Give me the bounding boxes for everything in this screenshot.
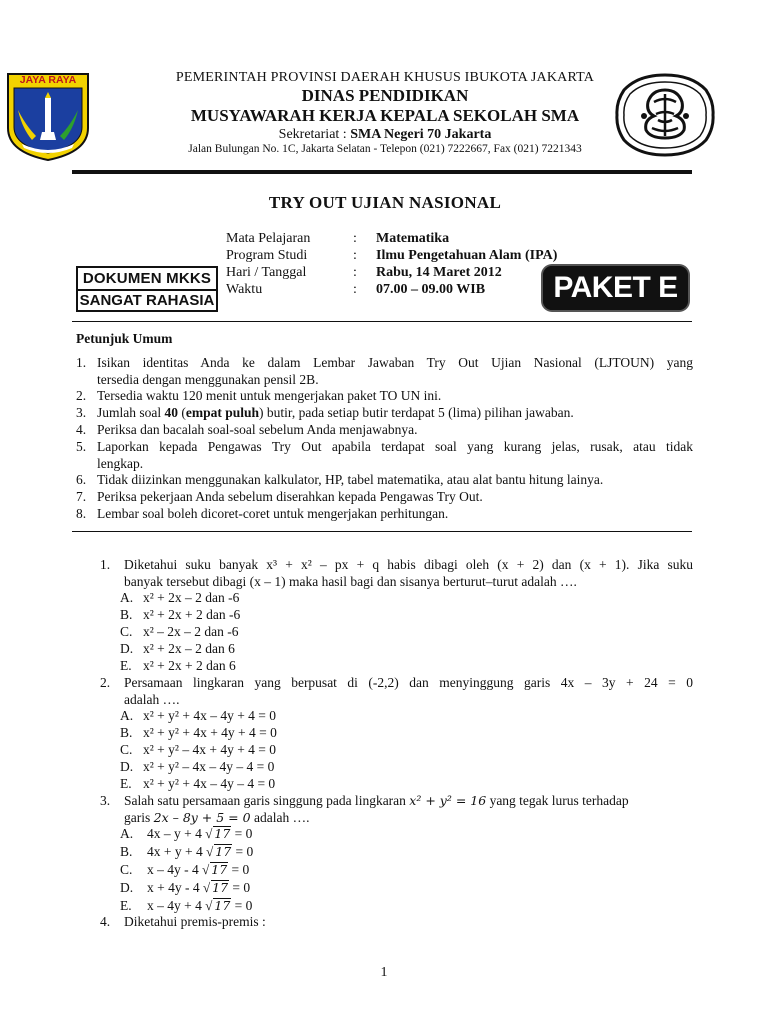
- option-eq: = 0: [231, 898, 253, 913]
- option-letter: C.: [120, 742, 133, 757]
- sqrt-radicand: 17: [214, 826, 231, 841]
- instruction-number: 1.: [76, 355, 87, 370]
- question-stem-cont: [124, 810, 309, 827]
- question-number: 3.: [100, 793, 111, 808]
- instruction-text: [97, 405, 574, 422]
- sqrt-radicand: 17: [211, 862, 228, 877]
- option-text: [147, 898, 252, 915]
- option-text: x² + 2x + 2 dan -6: [143, 607, 241, 622]
- instruction-item: [76, 405, 696, 422]
- option-letter: B.: [120, 844, 133, 859]
- instruction-number: 7.: [76, 489, 87, 504]
- option-letter: E.: [120, 898, 132, 913]
- stamp-line-2: SANGAT RAHASIA: [79, 292, 215, 309]
- question-number: 2.: [100, 675, 111, 690]
- option-text: [147, 880, 250, 897]
- answer-option[interactable]: [0, 708, 768, 725]
- info-key: Program Studi: [226, 248, 308, 263]
- exam-title: TRY OUT UJIAN NASIONAL: [268, 193, 502, 212]
- info-sep: :: [353, 248, 357, 263]
- instruction-number: 2.: [76, 388, 87, 403]
- page-number: 1: [380, 965, 388, 980]
- option-expr: 4x + y + 4: [147, 844, 207, 859]
- instruction-text-cont: tersedia dengan menggunakan pensil 2B.: [97, 371, 319, 387]
- question-1: [0, 557, 768, 591]
- header-department: DINAS PENDIDIKAN: [301, 86, 469, 105]
- question-number: 4.: [100, 914, 111, 929]
- answer-option[interactable]: [0, 641, 768, 658]
- info-value: Ilmu Pengetahuan Alam (IPA): [376, 248, 558, 263]
- instruction-item: [76, 489, 696, 506]
- instruction-item: [76, 439, 696, 473]
- option-letter: B.: [120, 725, 133, 740]
- answer-option[interactable]: [0, 607, 768, 624]
- instruction-text: Periksa pekerjaan Anda sebelum diserahkan kepada Pengawas Try Out.: [97, 489, 483, 504]
- instruction-text-mid: (: [178, 405, 186, 420]
- question-stem-cont: adalah ….: [124, 691, 180, 707]
- instruction-text: Periksa dan bacalah soal-soal sebelum Anda menjawabnya.: [97, 422, 418, 437]
- instruction-item: [76, 355, 696, 389]
- info-value: Matematika: [376, 231, 450, 246]
- question-stem: Persamaan lingkaran yang berpusat di (-2,2) dan menyinggung garis 4x – 3y + 24 = 0: [124, 675, 693, 690]
- option-text: x² + y² + 4x – 4y + 4 = 0: [143, 708, 277, 723]
- instruction-text-pre: Jumlah soal: [97, 405, 165, 420]
- option-text: [147, 826, 252, 843]
- question-2: [0, 675, 768, 709]
- stamp-line-1: DOKUMEN MKKS: [78, 268, 216, 291]
- question-count-words: empat puluh: [185, 405, 260, 420]
- sqrt-icon: √: [202, 880, 211, 895]
- option-letter: D.: [120, 641, 134, 656]
- instruction-text-post: ) butir, pada setiap butir terdapat 5 (lima) pilihan jawaban.: [259, 405, 574, 420]
- instruction-text-cont: lengkap.: [97, 455, 144, 471]
- option-letter: D.: [120, 880, 134, 895]
- option-eq: = 0: [232, 844, 254, 859]
- option-letter: A.: [120, 590, 134, 605]
- header-government: PEMERINTAH PROVINSI DAERAH KHUSUS IBUKOTA JAKARTA: [175, 70, 595, 85]
- secretariat-label: Sekretariat :: [278, 127, 351, 142]
- option-expr: 4x – y + 4: [147, 826, 206, 841]
- question-stem: Diketahui premis-premis :: [124, 914, 266, 929]
- info-row-subject: [0, 231, 768, 249]
- answer-option[interactable]: [0, 880, 768, 897]
- option-text: [147, 862, 249, 879]
- option-letter: C.: [120, 624, 133, 639]
- instruction-number: 5.: [76, 439, 87, 454]
- question-count: 40: [164, 405, 178, 420]
- answer-option[interactable]: [0, 658, 768, 675]
- option-text: [147, 844, 253, 861]
- sqrt-icon: √: [205, 826, 213, 841]
- instruction-number: 4.: [76, 422, 87, 437]
- stem-l2-post: adalah ….: [250, 809, 310, 825]
- option-text: x² + y² + 4x – 4y – 4 = 0: [143, 776, 276, 791]
- answer-option[interactable]: [0, 759, 768, 776]
- header-forum: MUSYAWARAH KERJA KEPALA SEKOLAH SMA: [190, 106, 580, 125]
- info-sep: :: [353, 231, 357, 246]
- instruction-number: 6.: [76, 472, 87, 487]
- option-text: x² + 2x – 2 dan 6: [143, 641, 235, 656]
- option-text: x² + 2x – 2 dan -6: [143, 590, 240, 605]
- option-text: x² + y² + 4x + 4y + 4 = 0: [143, 725, 277, 740]
- stem-post: yang tegak lurus terhadap: [486, 793, 629, 808]
- question-stem-cont: banyak tersebut dibagi (x – 1) maka hasil bagi dan sisanya berturut–turut adalah ….: [124, 573, 577, 589]
- instruction-number: 8.: [76, 506, 87, 521]
- info-key: Hari / Tanggal: [226, 265, 307, 280]
- option-expr: x + 4y - 4: [147, 880, 203, 895]
- option-letter: E.: [120, 776, 132, 791]
- instruction-item: [76, 506, 696, 523]
- sqrt-icon: √: [205, 898, 213, 913]
- option-eq: = 0: [228, 862, 250, 877]
- instruction-text: Laporkan kepada Pengawas Try Out apabila terdapat soal yang kurang jelas, rusak, atau tidak: [97, 439, 693, 454]
- info-value: Rabu, 14 Maret 2012: [376, 265, 502, 280]
- option-expr: x – 4y - 4: [147, 862, 203, 877]
- header-address: Jalan Bulungan No. 1C, Jakarta Selatan - Telepon (021) 7222667, Fax (021) 7221343: [188, 143, 582, 155]
- sqrt-icon: √: [206, 844, 214, 859]
- option-letter: A.: [120, 826, 134, 841]
- sqrt-icon: √: [202, 862, 210, 877]
- stem-l2-pre: garis: [124, 809, 154, 825]
- option-letter: C.: [120, 862, 133, 877]
- section-divider-top: [72, 321, 692, 322]
- circle-equation: x² + y² = 16: [409, 793, 487, 808]
- info-key: Mata Pelajaran: [226, 231, 311, 246]
- info-value: 07.00 – 09.00 WIB: [376, 282, 486, 297]
- info-sep: :: [353, 282, 357, 297]
- question-3: [0, 793, 768, 827]
- instruction-text: Lembar soal boleh dicoret-coret untuk mengerjakan perhitungan.: [97, 506, 449, 521]
- instructions-title: Petunjuk Umum: [76, 331, 173, 346]
- answer-option[interactable]: [0, 898, 768, 915]
- sqrt-radicand: 17: [215, 844, 232, 859]
- instruction-text: Isikan identitas Anda ke dalam Lembar Jawaban Try Out Ujian Nasional (LJTOUN) yang: [97, 355, 693, 370]
- stem-pre: Salah satu persamaan garis singgung pada lingkaran: [124, 793, 410, 808]
- info-row-program: [0, 248, 768, 266]
- option-letter: A.: [120, 708, 134, 723]
- instruction-item: [76, 388, 696, 405]
- answer-option[interactable]: [0, 826, 768, 843]
- option-letter: E.: [120, 658, 132, 673]
- sqrt-radicand: 17: [212, 880, 229, 895]
- instruction-text: Tidak diizinkan menggunakan kalkulator, HP, tabel matematika, atau alat bantu hitung lainya.: [97, 472, 604, 487]
- logo-left-text: JAYA RAYA: [19, 74, 77, 86]
- option-text: x² – 2x – 2 dan -6: [143, 624, 239, 639]
- option-eq: = 0: [231, 826, 253, 841]
- option-letter: D.: [120, 759, 134, 774]
- answer-option[interactable]: [0, 844, 768, 861]
- paket-badge: PAKET E: [543, 266, 688, 310]
- answer-option[interactable]: [0, 742, 768, 759]
- secretariat-school: SMA Negeri 70 Jakarta: [350, 127, 492, 142]
- answer-option[interactable]: [0, 776, 768, 793]
- question-number: 1.: [100, 557, 111, 572]
- question-stem: Diketahui suku banyak x³ + x² – px + q habis dibagi oleh (x + 2) dan (x + 1). Jika suku: [124, 557, 693, 572]
- sqrt-radicand: 17: [214, 898, 231, 913]
- header-divider: [72, 170, 692, 174]
- instruction-text: Tersedia waktu 120 menit untuk mengerjakan paket TO UN ini.: [97, 388, 442, 403]
- header-secretariat: [70, 127, 700, 143]
- confidential-stamp: [76, 266, 218, 312]
- question-stem: [124, 793, 629, 810]
- answer-option[interactable]: [0, 590, 768, 607]
- instruction-item: [76, 472, 696, 489]
- option-text: x² + y² – 4x + 4y + 4 = 0: [143, 742, 277, 757]
- option-expr: x – 4y + 4: [147, 898, 206, 913]
- option-letter: B.: [120, 607, 133, 622]
- answer-option[interactable]: [0, 624, 768, 641]
- section-divider-bottom: [72, 531, 692, 532]
- option-text: x² + 2x + 2 dan 6: [143, 658, 236, 673]
- option-eq: = 0: [229, 880, 251, 895]
- info-sep: :: [353, 265, 357, 280]
- answer-option[interactable]: [0, 725, 768, 742]
- line-equation: 2x – 8y + 5 = 0: [153, 809, 251, 825]
- info-key: Waktu: [226, 282, 263, 297]
- instruction-number: 3.: [76, 405, 87, 420]
- answer-option[interactable]: [0, 862, 768, 879]
- instruction-item: [76, 422, 696, 439]
- option-text: x² + y² – 4x – 4y – 4 = 0: [143, 759, 275, 774]
- question-4: [0, 914, 768, 931]
